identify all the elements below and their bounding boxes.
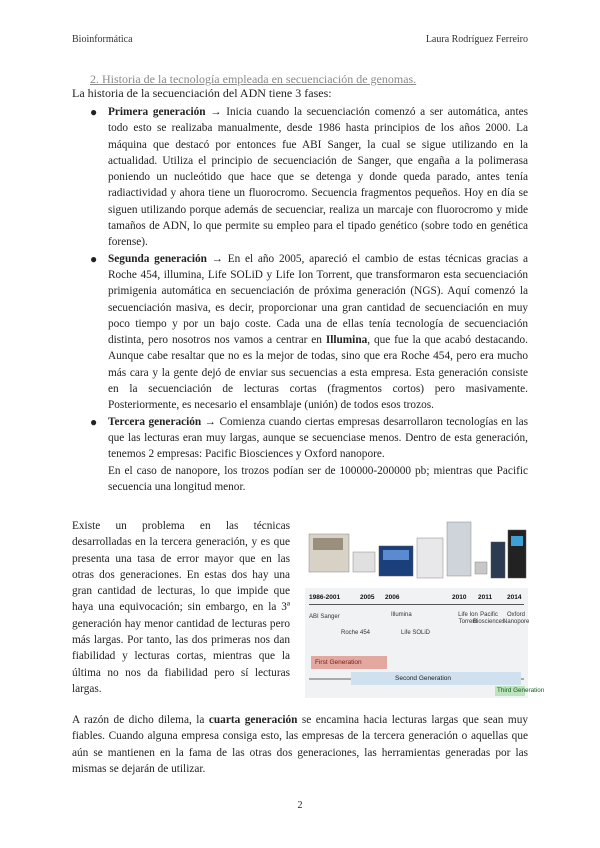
bullet-bold: Primera generación: [108, 106, 206, 118]
bullet-icon: ●: [90, 251, 98, 266]
year-label: 2014: [507, 594, 522, 601]
page-number: 2: [297, 800, 303, 811]
paragraph-text: A razón de dicho dilema, la: [72, 714, 209, 726]
header-right: Laura Rodríguez Ferreiro: [425, 34, 528, 45]
solid-machine: [417, 538, 443, 578]
timeline-axis: [309, 604, 524, 605]
first-generation-label: First Generation: [315, 659, 362, 666]
timeline-panel: [305, 588, 545, 698]
bullet-bold: Tercera generación: [108, 415, 202, 428]
year-label: 2011: [478, 594, 493, 601]
platform-label: Oxford Nanopore: [503, 612, 530, 625]
bullet-text: En el año 2005, apareció el cambio de estas técnicas gracias a Roche 454, illumina, Life SOLiD y Life Ion Torrent, que transformaron esta secuenciación primigenia automática en secuenciación de próxima generación (NGS). Aquí comenzó la secuenciación masiva, es decir, proporcionar una gran cantidad de secuenciación en muy poco tiempo y por un bajo coste. Cada una de ellas tenía tecnología de secuenciación distinta, pero nosotros nos vamos a centrar en: [108, 252, 528, 347]
list-item: [90, 251, 528, 414]
bullet-text: Inicia cuando la secuenciación comenzó a ser automática, antes todo esto se realizaba manualmente, desde 1986 hasta principios de los años 2000. La máquina que destacó por entonces fue ABI Sanger, la cual se sigue utilizando en la actualidad. Utiliza el principio de secuenciación de Sanger, que engaña a la polimerasa poniendo un nucleótido que hace que se detenga y donde queda parado, antes tenía radiactividad y ahora tiene un fluorocromo. Secuencia fragmentos pequeños. Hoy en día se siguen utilizando porque además de secuenciar, realiza un marcaje con fluorocromo y mide tamaños de ADN, lo que permite su empleo para el tipado genético (sobre todo en genética forense).: [108, 106, 528, 249]
section-intro: La historia de la secuenciación del ADN tiene 3 fases:: [72, 86, 332, 100]
machines-illustration: [305, 518, 528, 588]
fourth-generation-paragraph: [72, 712, 528, 777]
ion-torrent-machine: [475, 562, 487, 574]
bullet-extra: En el caso de nanopore, los trozos podían ser de 100000-200000 pb; mientras que Pacific secuencia una longitud menor.: [108, 464, 528, 493]
bullet-icon: ●: [90, 105, 98, 119]
list-item: [90, 104, 528, 251]
year-label: 2010: [452, 594, 467, 601]
bullet-bold-inline: Illumina: [325, 334, 368, 347]
platform-label: Life Ion Torrent: [458, 612, 478, 625]
platform-label: Illumina: [391, 612, 412, 618]
header-left: Bioinformática: [72, 34, 133, 45]
section-title: 2. Historia de la tecnología empleada en secuenciación de genomas.: [90, 72, 417, 86]
arrow-text: →: [206, 252, 228, 265]
arrow-text: →: [201, 415, 220, 428]
third-generation-label: Third Generation: [497, 687, 545, 694]
generation-list: [90, 104, 528, 495]
bullet-icon: ●: [90, 414, 98, 429]
error-paragraph: Existe un problema en las técnicas desarrolladas en la tercera generación, y es que presenta una tasa de error mayor que en las otras dos generaciones. En estas dos hay una gran cantidad de lecturas, lo que impide que haya una equivocación; sin embargo, en la 3ª generación hay menor cantidad de lecturas pero más largas. Por tanto, las dos primeras nos dan fiabilidad y lecturas cortas, mientras que la última no nos da fiabilidad pero sí lecturas largas.: [72, 520, 290, 695]
roche-454-machine: [353, 552, 375, 572]
year-label: 2006: [385, 594, 400, 601]
second-generation-label: Second Generation: [395, 675, 452, 682]
year-label: 2005: [360, 594, 375, 601]
bullet-text-cont: , que fue la que acabó destacando. Aunque cabe resaltar que no es la mejor de todas, sino que era Roche 454, pero era mucho más cara y la gente dejó de enviar sus secuencias a esta empresa. Esta generación consiste en la secuenciación de lecturas cortas (fragmentos cortos) pero masivamente. Posteriormente, es necesario el ensamblaje (unión) de todos esos trozos.: [108, 334, 528, 412]
bullet-bold: Segunda generación: [108, 252, 207, 265]
year-label: 1986-2001: [309, 594, 341, 601]
sequencing-timeline-figure: [305, 518, 545, 698]
list-item: [90, 414, 528, 495]
platform-label: Pacific Biosciences: [473, 612, 506, 625]
platform-label: Life SOLiD: [401, 630, 431, 636]
bullet-text: Comienza cuando ciertas empresas desarrollaron tecnologías en las que las lecturas eran muy largas, aunque se secuenciase menos. Dentro de esta generación, tenemos 2 empresas: Pacific Biosciences y Oxford nanopore.: [108, 415, 528, 461]
paragraph-bold: cuarta generación: [208, 714, 298, 726]
platform-label: Roche 454: [341, 630, 371, 636]
platform-label: ABI Sanger: [309, 614, 340, 620]
arrow-text: →: [205, 106, 227, 118]
pacbio-machine: [491, 542, 505, 578]
paragraph-text-cont: se encamina hacia lecturas largas que sean muy fiables. Cuando alguna empresa consiga esto, las empresas de la tercera generación o aquellas que aún se mantienen en la fama de las otras dos generaciones, las herramientas generadas por las mismas se dejarán de utilizar.: [72, 714, 528, 775]
